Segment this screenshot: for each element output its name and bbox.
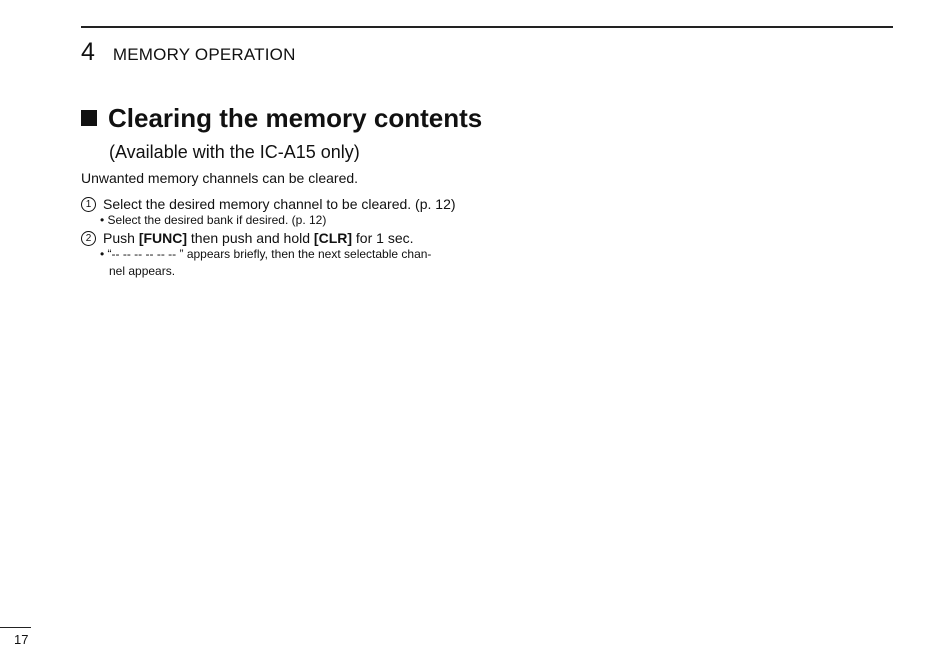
step-2-text-part-5: for 1 sec. bbox=[352, 230, 414, 246]
step-2-text-part-1: Push bbox=[103, 230, 139, 246]
step-1-note: • Select the desired bank if desired. (p. 12) bbox=[100, 213, 327, 227]
step-2-text-part-3: then push and hold bbox=[187, 230, 314, 246]
step-2 bbox=[81, 229, 414, 247]
step-2-note-line-1: • “-- -- -- -- -- -- ” appears briefly, then the next selectable chan- bbox=[100, 247, 432, 261]
step-1-number: 1 bbox=[81, 197, 96, 212]
step-1-text: Select the desired memory channel to be cleared. (p. 12) bbox=[103, 196, 456, 212]
chapter-title: MEMORY OPERATION bbox=[112, 45, 296, 64]
step-2-note bbox=[100, 246, 468, 279]
section-heading bbox=[81, 102, 482, 134]
chapter-header bbox=[81, 38, 296, 66]
func-key-label: [FUNC] bbox=[138, 230, 188, 246]
step-1 bbox=[81, 195, 456, 213]
section-subtitle: (Available with the IC-A15 only) bbox=[109, 142, 360, 162]
page-number: 17 bbox=[14, 632, 29, 647]
step-2-note-line-2: nel appears. bbox=[109, 263, 176, 278]
page-number-rule bbox=[0, 627, 31, 628]
chapter-number: 4 bbox=[81, 38, 95, 66]
top-rule bbox=[81, 26, 893, 28]
intro-text: Unwanted memory channels can be cleared. bbox=[81, 170, 359, 186]
step-2-text bbox=[103, 229, 414, 247]
section-title: Clearing the memory contents bbox=[108, 103, 483, 133]
clr-key-label: [CLR] bbox=[313, 230, 353, 246]
square-bullet-icon bbox=[81, 110, 97, 126]
step-2-number: 2 bbox=[81, 231, 96, 246]
